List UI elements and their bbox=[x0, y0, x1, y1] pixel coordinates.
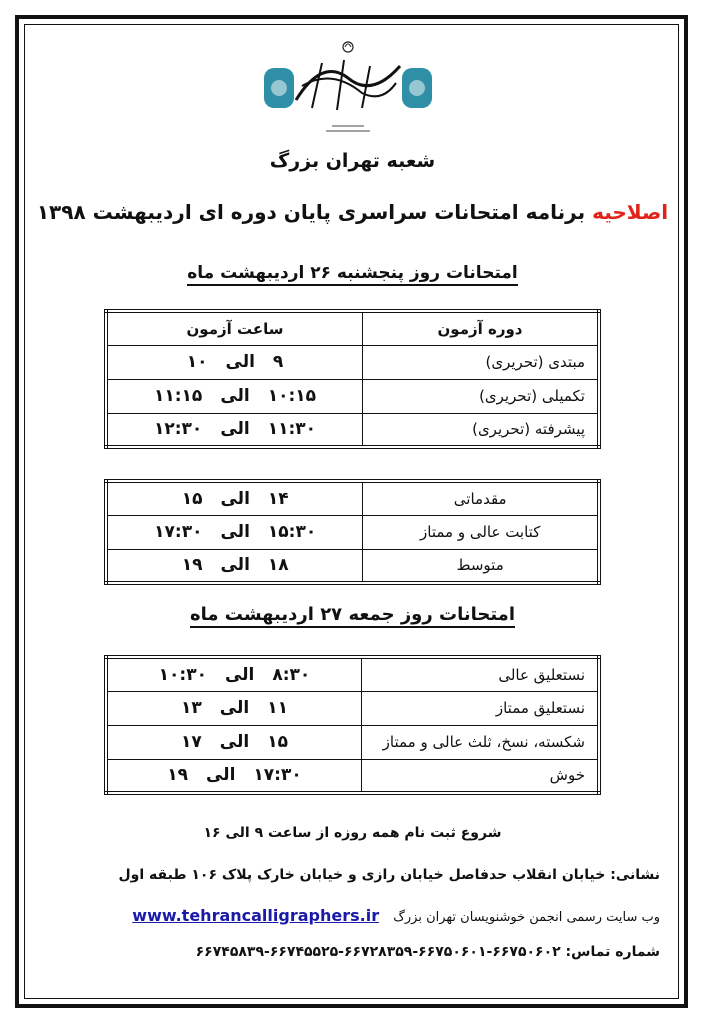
website-line bbox=[30, 906, 660, 925]
col-time-header: ساعت آزمون bbox=[106, 311, 363, 345]
time-until: الی bbox=[205, 765, 236, 786]
day1-afternoon-table bbox=[104, 479, 601, 585]
exam-time bbox=[106, 481, 363, 515]
address-line: نشانی: خیابان انقلاب حدفاصل خیابان رازی و خیابان خارک پلاک ۱۰۶ طبقه اول bbox=[118, 867, 660, 883]
time-to: ۱۹ bbox=[167, 765, 188, 786]
website-label: وب سایت رسمی انجمن خوشنویسان تهران بزرگ bbox=[393, 910, 660, 925]
table-row bbox=[106, 413, 599, 447]
time-to: ۱۵ bbox=[181, 488, 203, 509]
exam-time bbox=[106, 515, 363, 549]
registration-note: شروع ثبت نام همه روزه از ساعت ۹ الی ۱۶ bbox=[203, 825, 502, 841]
table-row bbox=[106, 515, 599, 549]
time-from: ۱۵ bbox=[267, 732, 288, 752]
exam-time bbox=[106, 549, 363, 583]
day2-title bbox=[0, 604, 705, 625]
course-name: کتابت عالی و ممتاز bbox=[363, 515, 599, 549]
exam-time bbox=[106, 657, 361, 691]
time-from: ۱۰:۱۵ bbox=[267, 386, 317, 406]
course-name: پیشرفته (تحریری) bbox=[363, 413, 599, 447]
time-until: الی bbox=[224, 664, 255, 685]
time-from: ۱۱:۳۰ bbox=[267, 419, 317, 440]
phone-line: شماره تماس: ۶۶۷۵۰۶۰۲-۶۶۷۵۰۶۰۱-۶۶۷۲۸۳۵۹-۶۶۷۴۵۵۲۵-۶۶۷۴۵۸۳۹ bbox=[195, 944, 660, 960]
day2-table bbox=[104, 655, 601, 795]
exam-time bbox=[106, 691, 361, 725]
time-until: الی bbox=[220, 522, 250, 542]
course-name: شکسته، نسخ، ثلث عالی و ممتاز bbox=[361, 725, 599, 759]
time-until: الی bbox=[225, 352, 255, 372]
course-name: مبتدی (تحریری) bbox=[363, 345, 599, 379]
time-until: الی bbox=[220, 386, 250, 406]
time-to: ۱۲:۳۰ bbox=[154, 419, 203, 440]
exam-time bbox=[106, 725, 361, 759]
course-name: نستعلیق ممتاز bbox=[361, 691, 599, 725]
association-logo bbox=[262, 38, 434, 138]
time-from: ۱۷:۳۰ bbox=[253, 765, 302, 786]
time-to: ۱۷:۳۰ bbox=[154, 522, 203, 542]
website-link[interactable]: www.tehrancalligraphers.ir bbox=[132, 906, 380, 925]
time-to: ۱۷ bbox=[181, 732, 202, 752]
time-to: ۱۰:۳۰ bbox=[158, 664, 207, 685]
exam-time bbox=[106, 413, 363, 447]
table-row bbox=[106, 379, 599, 413]
time-to: ۱۳ bbox=[181, 698, 202, 718]
table-row bbox=[106, 549, 599, 583]
page-headline bbox=[0, 200, 705, 224]
table-row bbox=[106, 691, 599, 725]
table-row bbox=[106, 725, 599, 759]
table-row bbox=[106, 481, 599, 515]
table-row bbox=[106, 345, 599, 379]
course-name: خوش bbox=[361, 759, 599, 793]
course-name: نستعلیق عالی bbox=[361, 657, 599, 691]
time-from: ۹ bbox=[272, 352, 284, 372]
headline-accent: اصلاحیه bbox=[592, 200, 669, 224]
exam-time bbox=[106, 379, 363, 413]
time-to: ۱۱:۱۵ bbox=[154, 386, 203, 406]
time-until: الی bbox=[219, 732, 250, 752]
exam-time bbox=[106, 345, 363, 379]
day1-title bbox=[0, 263, 705, 283]
time-from: ۱۴ bbox=[267, 488, 289, 509]
time-until: الی bbox=[220, 555, 250, 576]
course-name: تکمیلی (تحریری) bbox=[363, 379, 599, 413]
time-from: ۸:۳۰ bbox=[272, 664, 311, 685]
table-row bbox=[106, 759, 599, 793]
course-name: متوسط bbox=[363, 549, 599, 583]
exam-time bbox=[106, 759, 361, 793]
time-until: الی bbox=[219, 698, 250, 718]
table-row bbox=[106, 657, 599, 691]
branch-title: شعبه تهران بزرگ bbox=[269, 150, 436, 172]
time-to: ۱۹ bbox=[181, 555, 203, 576]
day1-morning-table bbox=[104, 309, 601, 449]
day2-title-text: امتحانات روز جمعه ۲۷ اردیبهشت ماه bbox=[190, 604, 515, 628]
table-header-row bbox=[106, 311, 599, 345]
time-to: ۱۰ bbox=[186, 352, 208, 372]
course-name: مقدماتی bbox=[363, 481, 599, 515]
time-from: ۱۵:۳۰ bbox=[267, 522, 317, 542]
col-course-header: دوره آزمون bbox=[363, 311, 599, 345]
time-from: ۱۸ bbox=[267, 555, 289, 576]
emblem-icon bbox=[343, 42, 353, 52]
day1-title-text: امتحانات روز پنجشنبه ۲۶ اردیبهشت ماه bbox=[187, 263, 517, 286]
time-from: ۱۱ bbox=[267, 698, 288, 718]
time-until: الی bbox=[220, 419, 250, 440]
time-until: الی bbox=[220, 488, 250, 509]
headline-text: برنامه امتحانات سراسری پایان دوره ای اردیبهشت ۱۳۹۸ bbox=[36, 200, 586, 224]
